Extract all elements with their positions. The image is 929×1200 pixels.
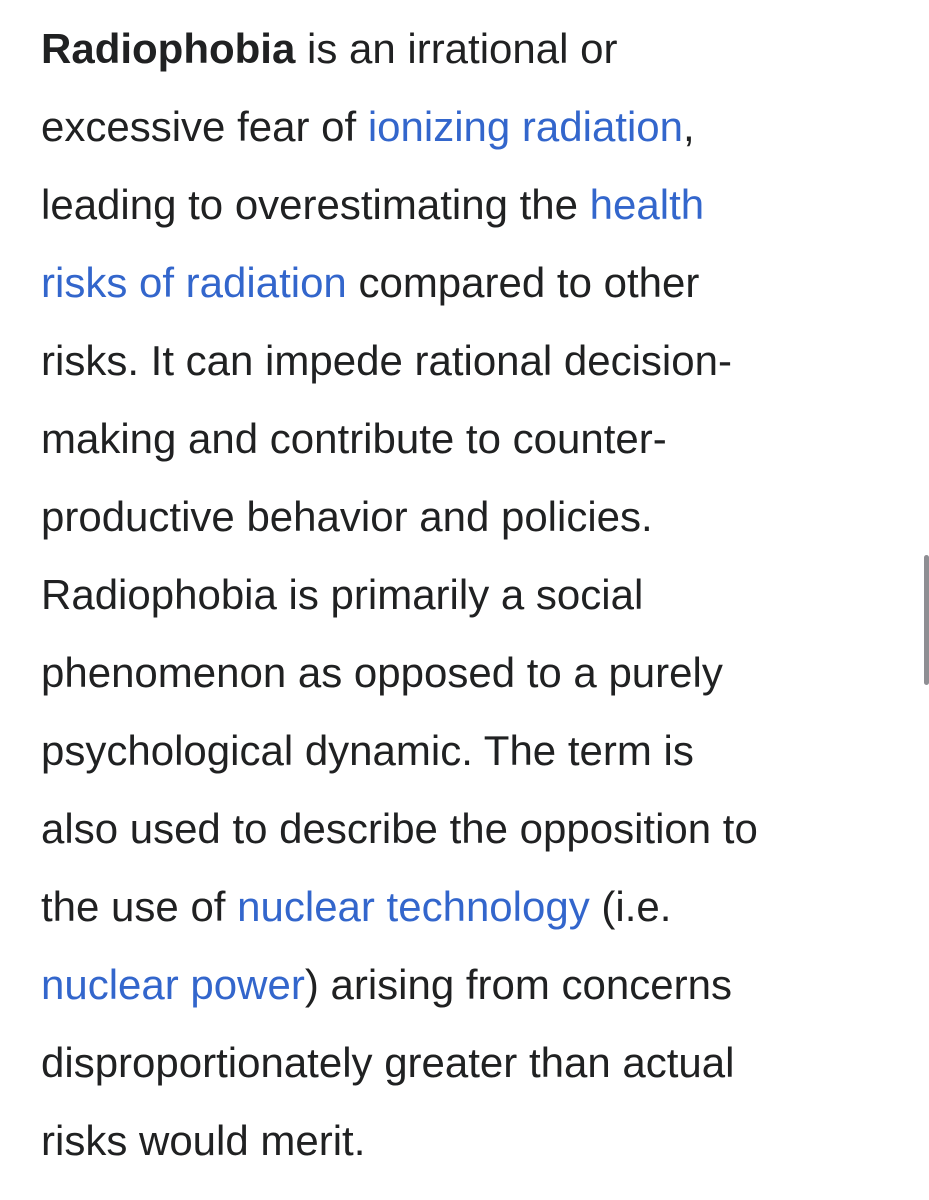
link-health-risks-of-radiation[interactable]: health: [589, 181, 705, 228]
text-line: Radiophobia is primarily a social: [41, 571, 644, 618]
text-line: nuclear power) arising from concerns: [41, 961, 732, 1008]
text-line: risks would merit.: [41, 1117, 366, 1164]
text-line: also used to describe the opposition to: [41, 805, 758, 852]
link-nuclear-power[interactable]: nuclear power: [41, 961, 305, 1008]
link-health-risks-of-radiation[interactable]: risks of radiation: [41, 259, 347, 306]
link-ionizing-radiation[interactable]: ionizing radiation: [367, 103, 684, 150]
article-term: Radiophobia: [41, 25, 296, 72]
link-nuclear-technology[interactable]: nuclear technology: [237, 883, 590, 930]
text-line: leading to overestimating the health: [41, 181, 705, 228]
text-line: risks. It can impede rational decision-: [41, 337, 732, 384]
article-paragraph: [41, 10, 911, 1180]
text-line: Radiophobia is an irrational or: [41, 25, 618, 72]
text-line: psychological dynamic. The term is: [41, 727, 694, 774]
text-line: productive behavior and policies.: [41, 493, 653, 540]
text-line: excessive fear of ionizing radiation,: [41, 103, 695, 150]
text-line: the use of nuclear technology (i.e.: [41, 883, 672, 930]
text-line: making and contribute to counter-: [41, 415, 667, 462]
text-line: risks of radiation compared to other: [41, 259, 700, 306]
vertical-scrollbar[interactable]: [924, 555, 929, 685]
text-line: disproportionately greater than actual: [41, 1039, 735, 1086]
text-line: phenomenon as opposed to a purely: [41, 649, 723, 696]
